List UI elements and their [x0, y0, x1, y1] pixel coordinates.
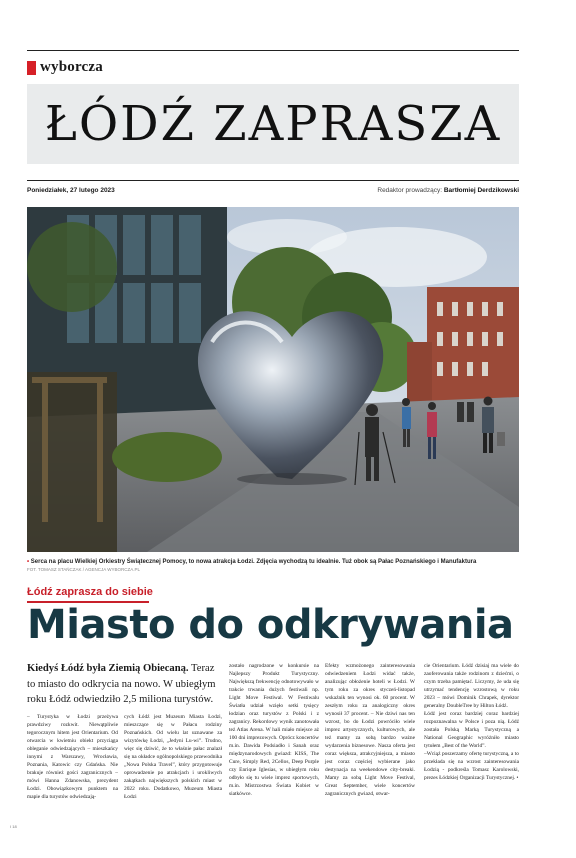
- photo-credit: FOT. TOMASZ STAŃCZAK / AGENCJA WYBORCZA.PL: [27, 567, 141, 572]
- article-lead: [27, 661, 222, 708]
- column-5-paragraph: –Wciąż poszerzamy ofertę turystyczną, a to przekłada się na wzrost zainteresowania Łodzią - podkreśla Tomasz Karolowski, prezes Łódzkiej Organizacji Turystycznej. •: [424, 751, 519, 781]
- article-column-1: – Turystyka w Łodzi przeżywa prawdziwy rozkwit. Niewątpliwie tegorocznym hitem jest Orientarium. Od otwarcia w kwietniu obiekt przyciąga obleganie odwiedzających – mieszkańcy innymi z Warszawy, Wrocławia, Poznania, Katowic czy Gdańska. Nie brakuje również gości zagranicznych – mówi Hanna Zdanowska, prezydent Łodzi. Obowiązkowym punktem na mapie dla turystów odwiedzają-: [27, 714, 118, 800]
- caption-text: Serca na placu Wielkiej Orkiestry Świątecznej Pomocy, to nowa atrakcja Łodzi. Zdjęcia wychodzą tu idealnie. Tuż obok są Pałac Poznańskiego i Manufaktura: [30, 559, 477, 565]
- wyborcza-logo: [27, 59, 103, 76]
- editor-name: Bartłomiej Derdzikowski: [443, 187, 519, 194]
- masthead-rule: [27, 180, 519, 181]
- brand-mark-icon: [27, 61, 36, 75]
- article-column-3: zostało nagrodzone w konkursie na Najlepszy Produkt Turystyczny. Największą frekwencję odnotowywało w trakcie trwania dużych festiwali np. Light Move Festiwal. W Festiwalu Światła udział wzięło setki tysięcy łodzian oraz turystów z Polski i z zagranicy. Rekordowy wynik zanotowała też Atlas Arena. W hali miało miejsce aż 100 dni imprezowych. Oprócz koncertów m.in. Dawida Podsiadło i Sanah oraz międzynarodowych gwiazd: KISS, The Cure, Simply Red, 2Cellos, Deep Purple czy Enrique Iglesias, w ubiegłym roku odbyło się tu wiele imprez sportowych, m.in. Mistrzostwa Świata Kobiet w siatkówce.: [229, 663, 319, 797]
- page-folio: I 18: [10, 824, 17, 829]
- masthead: [27, 84, 519, 164]
- editor-credit: [377, 187, 519, 194]
- masthead-title: ŁÓDŹ ZAPRASZA: [44, 96, 502, 152]
- heart-sculpture-photo: [27, 207, 519, 552]
- photo-caption: [27, 559, 476, 565]
- top-rule: [27, 50, 519, 51]
- editor-label: Redaktor prowadzący:: [377, 187, 443, 194]
- article-column-4: Efekty wzmożonego zainteresowania odwiedzeniem Łodzi widać także, analizując obłożenie hoteli w Łodzi. W tym roku za okres styczeń-listopad wskaźnik ten wynosi ok. 60 procent. W zeszłym roku za analogiczny okres wynosił 37 procent. – Nie dziwi nas ten wzrost, bo do Łodzi powróciło wiele imprez artystycznych, kulturowych, ale też mamy za sobą bardzo ważne wydarzenia biznesowe. Nasza oferta jest coraz większa, atrakcyjniejsza, a miasto jest coraz częściej wybierane jako destynacja na weekendowe city-breaki. Mamy za sobą Light Move Festival, Great September, wiele koncertów zagranicznych gwiazd, otwar-: [325, 663, 415, 797]
- article-column-5: [424, 662, 519, 782]
- brand-name: wyborcza: [40, 59, 103, 75]
- lead-bold: Kiedyś Łódź była Ziemią Obiecaną.: [27, 663, 189, 674]
- lead-text: Teraz to miasto do odkrycia na nowo. W ubiegłym roku Łódź odwiedziło 2,5 miliona turystów.: [27, 663, 216, 706]
- photo-illustration: [27, 207, 519, 552]
- article-headline: Miasto do odkrywania: [27, 602, 514, 648]
- column-5-paragraph: Łódź jest coraz bardziej coraz bardziej rozpoznawalna w Polsce i poza nią. Łódź została Polską Marką Turystyczną a National Geographic wyróżniło miasto tytułem „Best of the World”.: [424, 711, 519, 749]
- article-column-2: cych Łódź jest Muzeum Miasta Łodzi, mieszczące się w Pałacu rodziny Poznańskich. Od wielu lat uznawane za wizytówkę Łodzi, „Jedyni Lu-wi”. Trudno, więc się dziwić, że to właśnie pałac znalazł się na okładce ogólnopolskiego przewodnika „Nowa Polska Travel”, który przygotowuje oprowadzenie po atrakcjach i urokliwych zakątkach największych polskich miast w 2022 roku. Dodatkowo, Muzeum Miasta Łodzi: [124, 714, 222, 800]
- dateline: Poniedziałek, 27 lutego 2023: [27, 187, 115, 194]
- article-kicker: Łódź zaprasza do siebie: [27, 586, 153, 598]
- column-5-paragraph: cie Orientarium. Łódź dzisiaj ma wiele do zaoferowania także rodzinom z dziećmi, o czym trzeba pamiętać. Liczymy, że uda się utrzymać tendencję wzrostową w roku 2023 – mówi Dominik Chrapek, dyrektor generalny DoubleTree by Hilton Łódź.: [424, 663, 519, 709]
- caption-bullet-icon: •: [27, 559, 30, 565]
